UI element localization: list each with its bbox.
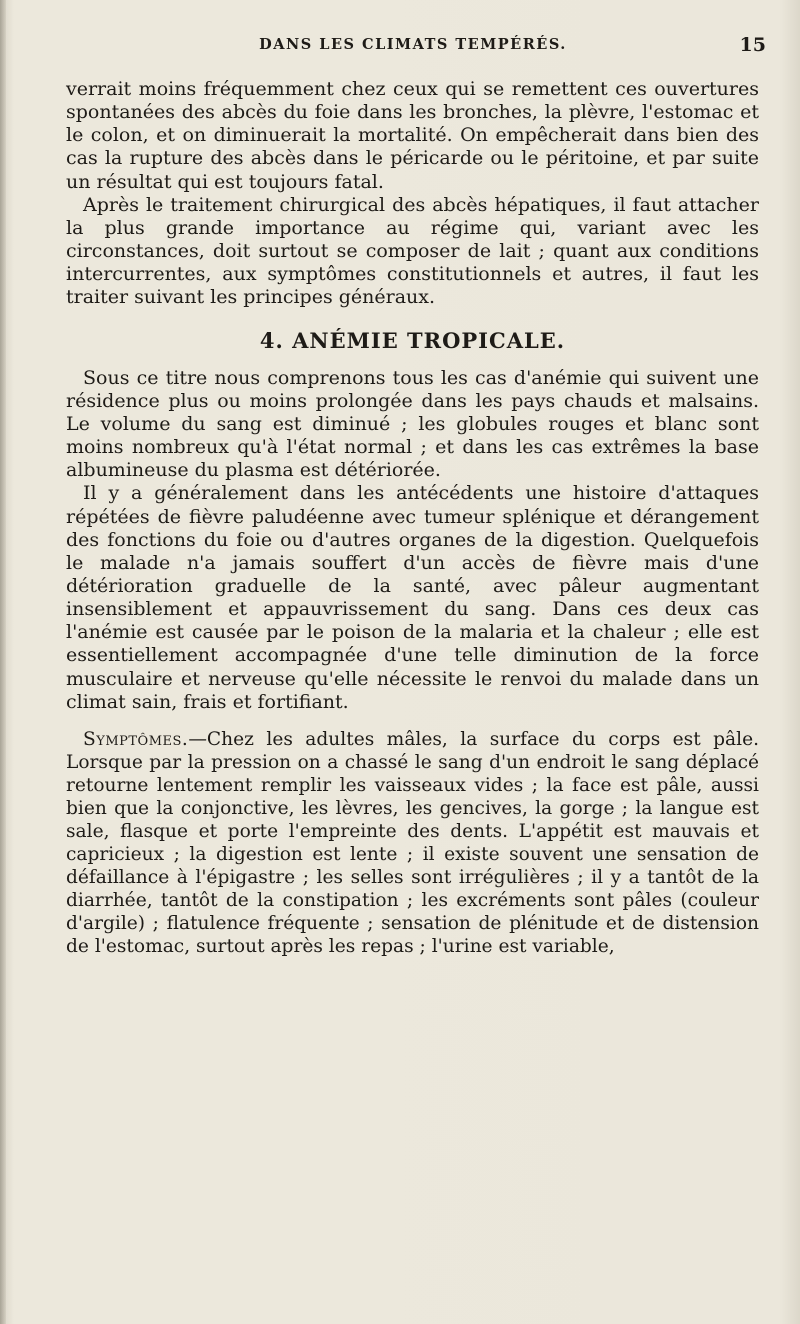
page-body	[66, 78, 759, 958]
running-head	[60, 34, 766, 64]
paragraph-symptoms	[66, 728, 759, 958]
page-number: 15	[739, 34, 766, 56]
running-title: DANS LES CLIMATS TEMPÉRÉS.	[259, 36, 567, 53]
paragraph-definition: Sous ce titre nous comprenons tous les cas d'anémie qui suivent une résidence plus ou moins prolongée dans les pays chauds et malsains. Le volume du sang est diminué ; les globules rouges et blanc sont moins nombreux qu'à l'état normal ; et dans les cas extrêmes la base albumineuse du plasma est détériorée.	[66, 366, 759, 482]
paragraph-continued: verrait moins fréquemment chez ceux qui se remettent ces ouvertures spontanées des abcès du foie dans les bronches, la plèvre, l'estomac et le colon, et on diminuerait la mortalité. On empêcherait dans bien des cas la rupture des abcès dans le péricarde ou le péritoine, et par suite un résultat qui est toujours fatal.	[66, 78, 759, 193]
paragraph-treatment: Après le traitement chirurgical des abcès hépatiques, il faut attacher la plus grande importance au régime qui, variant avec les circonstances, doit surtout se composer de lait ; quant aux conditions intercurrentes, aux symptômes constitutionnels et autres, il faut les traiter suivant les principes généraux.	[66, 193, 759, 309]
symptoms-label: Symptômes.	[83, 728, 189, 750]
symptoms-text: —Chez les adultes mâles, la surface du corps est pâle. Lorsque par la pression on a chassé le sang d'un endroit le sang déplacé retourne lentement remplir les vaisseaux vides ; la face est pâle, aussi bien que la conjonctive, les lèvres, les gencives, la gorge ; la langue est sale, flasque et porte l'empreinte des dents. L'appétit est mauvais et capricieux ; la digestion est lente ; il existe souvent une sensation de défaillance à l'épigastre ; les selles sont irrégulières ; il y a tantôt de la diarrhée, tantôt de la constipation ; les excréments sont pâles (couleur d'argile) ; flatulence fréquente ; sensation de plénitude et de distension de l'estomac, surtout après les repas ; l'urine est variable,	[66, 728, 759, 957]
section-heading: 4. ANÉMIE TROPICALE.	[259, 327, 566, 353]
paragraph-history: Il y a généralement dans les antécédents une histoire d'attaques répétées de fièvre paludéenne avec tumeur splénique et dérangement des fonctions du foie ou d'autres organes de la digestion. Quelquefois le malade n'a jamais souffert d'un accès de fièvre mais d'une détérioration graduelle de la santé, avec pâleur augmentant insensiblement et appauvrissement du sang. Dans ces deux cas l'anémie est causée par le poison de la malaria et la chaleur ; elle est essentiellement accompagnée d'une telle diminution de la force musculaire et nerveuse qu'elle nécessite le renvoi du malade dans un climat sain, frais et fortifiant.	[66, 482, 759, 713]
page-gutter-shadow	[0, 0, 6, 1324]
